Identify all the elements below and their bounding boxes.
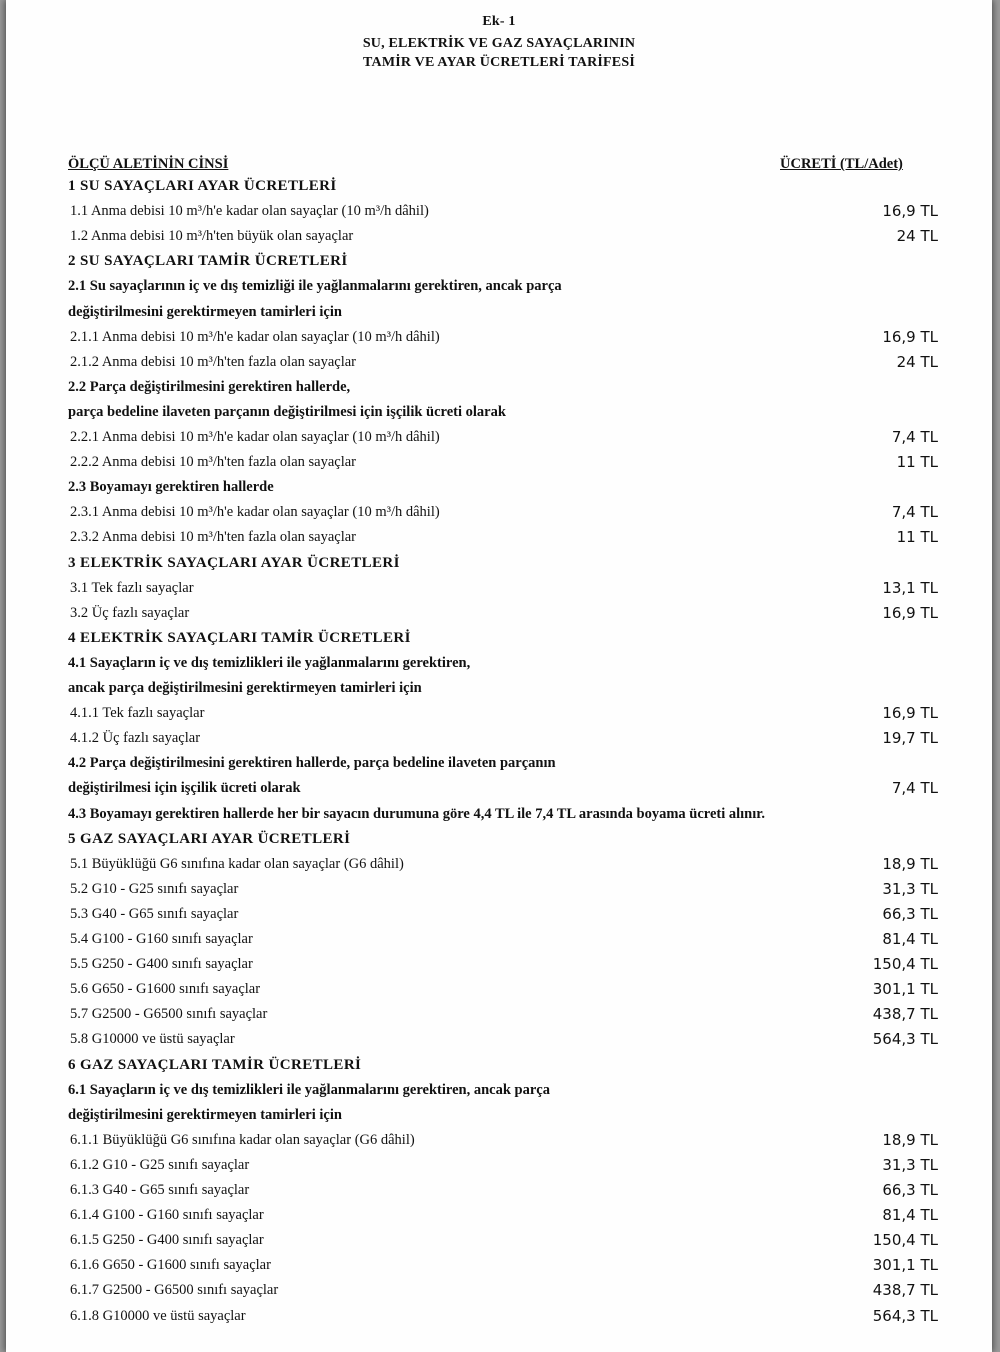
row-label: değiştirilmesini gerektirmeyen tamirleri için: [68, 1106, 342, 1123]
section-heading: [68, 551, 938, 575]
row-fee: 18,9 TL: [882, 854, 938, 873]
row-label: 2 SU SAYAÇLARI TAMİR ÜCRETLERİ: [68, 253, 348, 270]
tariff-row: [68, 601, 938, 625]
row-label: 3 ELEKTRİK SAYAÇLARI AYAR ÜCRETLERİ: [68, 554, 400, 571]
tariff-row: [68, 852, 938, 876]
annex-label: Ek- 1: [482, 14, 516, 29]
row-label: 5.6 G650 - G1600 sınıfı sayaçlar: [70, 981, 261, 998]
row-label: 6.1.5 G250 - G400 sınıfı sayaçlar: [70, 1232, 264, 1249]
row-label: 4.1.2 Üç fazlı sayaçlar: [70, 730, 201, 747]
subsection-heading: [68, 475, 938, 499]
subsection-heading: [68, 274, 938, 298]
row-label: 1.2 Anma debisi 10 m³/h'ten büyük olan sayaçlar: [70, 228, 354, 245]
row-fee: 13,1 TL: [882, 578, 938, 597]
tariff-row: [68, 576, 938, 600]
tariff-row: [68, 350, 938, 374]
tariff-row: [68, 224, 938, 248]
row-label: 2.1.1 Anma debisi 10 m³/h'e kadar olan sayaçlar (10 m³/h dâhil): [70, 328, 440, 345]
section-heading: [68, 174, 938, 198]
row-fee: 564,3 TL: [872, 1306, 938, 1325]
row-fee: 81,4 TL: [882, 930, 938, 948]
row-fee: 66,3 TL: [882, 1181, 938, 1199]
row-label: 6.1.2 G10 - G25 sınıfı sayaçlar: [70, 1156, 250, 1173]
row-label: 4.1.1 Tek fazlı sayaçlar: [70, 705, 205, 722]
row-label: 5.3 G40 - G65 sınıfı sayaçlar: [70, 905, 239, 922]
row-label: 5.5 G250 - G400 sınıfı sayaçlar: [70, 956, 253, 973]
row-label: 3.2 Üç fazlı sayaçlar: [70, 604, 190, 621]
document-title-line-1: SU, ELEKTRİK VE GAZ SAYAÇLARININ: [362, 36, 636, 51]
row-label: 2.2.1 Anma debisi 10 m³/h'e kadar olan sayaçlar (10 m³/h dâhil): [70, 429, 440, 445]
tariff-row: [68, 1278, 938, 1302]
row-label: 6.1.3 G40 - G65 sınıfı sayaçlar: [70, 1182, 250, 1198]
row-fee: 7,4 TL: [891, 503, 938, 522]
tariff-row: [68, 1178, 938, 1202]
tariff-row: [68, 325, 938, 349]
row-label: 5.8 G10000 ve üstü sayaçlar: [70, 1031, 235, 1048]
row-label: 6.1.8 G10000 ve üstü sayaçlar: [70, 1307, 246, 1324]
tariff-row: [68, 927, 938, 951]
row-fee: 31,3 TL: [882, 1155, 938, 1174]
tariff-row: [68, 701, 938, 725]
row-label: 4.1 Sayaçların iç ve dış temizlikleri ile yağlanmalarını gerektiren,: [68, 654, 471, 671]
tariff-row: [68, 450, 938, 474]
row-fee: 150,4 TL: [872, 1231, 938, 1250]
row-label: 1.1 Anma debisi 10 m³/h'e kadar olan sayaçlar (10 m³/h dâhil): [70, 203, 429, 220]
row-label: 3.1 Tek fazlı sayaçlar: [70, 579, 194, 596]
tariff-row: [68, 500, 938, 524]
row-fee: 16,9 TL: [882, 603, 938, 622]
row-fee: 16,9 TL: [882, 704, 938, 723]
row-label: 6 GAZ SAYAÇLARI TAMİR ÜCRETLERİ: [68, 1056, 362, 1073]
row-label: 2.2 Parça değiştirilmesini gerektiren hallerde,: [68, 378, 351, 395]
tariff-row: [68, 1203, 938, 1227]
row-fee: 31,3 TL: [882, 879, 938, 898]
row-label: 5 GAZ SAYAÇLARI AYAR ÜCRETLERİ: [68, 830, 351, 847]
column-header-instrument-type: ÖLÇÜ ALETİNİN CİNSİ: [68, 156, 229, 172]
tariff-row: [68, 199, 938, 223]
subsection-heading: [68, 802, 938, 826]
row-label: 6.1 Sayaçların iç ve dış temizlikleri ile yağlanmalarını gerektiren, ancak parça: [68, 1081, 550, 1098]
row-label: parça bedeline ilaveten parçanın değiştirilmesi için işçilik ücreti olarak: [68, 403, 506, 420]
row-fee: 19,7 TL: [882, 729, 938, 748]
tariff-row: [68, 1153, 938, 1177]
row-label: 2.1.2 Anma debisi 10 m³/h'ten fazla olan sayaçlar: [70, 353, 356, 370]
document-title-line-2: TAMİR VE AYAR ÜCRETLERİ TARİFESİ: [363, 55, 635, 70]
section-heading: [68, 626, 938, 650]
row-label: 2.1 Su sayaçlarının iç ve dış temizliği ile yağlanmalarını gerektiren, ancak parça: [68, 278, 562, 295]
row-label: 2.3.2 Anma debisi 10 m³/h'ten fazla olan sayaçlar: [70, 529, 356, 546]
subsection-heading: [68, 776, 938, 800]
row-fee: 301,1 TL: [872, 1256, 938, 1275]
tariff-row: [68, 726, 938, 750]
row-label: değiştirilmesini gerektirmeyen tamirleri için: [68, 303, 342, 320]
column-header-fee: ÜCRETİ (TL/Adet): [780, 156, 903, 172]
section-heading: [68, 1053, 938, 1077]
row-label: 5.4 G100 - G160 sınıfı sayaçlar: [70, 931, 253, 947]
row-fee: 7,4 TL: [891, 428, 938, 446]
tariff-row: [68, 1128, 938, 1152]
row-label: 2.3 Boyamayı gerektiren hallerde: [68, 479, 274, 496]
row-fee: 24 TL: [896, 352, 938, 371]
subsection-heading: [68, 1103, 938, 1127]
subsection-heading: [68, 751, 938, 775]
row-fee: 11 TL: [896, 453, 938, 472]
row-label: 1 SU SAYAÇLARI AYAR ÜCRETLERİ: [68, 178, 337, 194]
row-label: 6.1.7 G2500 - G6500 sınıfı sayaçlar: [70, 1282, 279, 1299]
row-label: 6.1.1 Büyüklüğü G6 sınıfına kadar olan sayaçlar (G6 dâhil): [70, 1131, 415, 1148]
tariff-row: [68, 1002, 938, 1026]
row-label: 4.3 Boyamayı gerektiren hallerde her bir sayacın durumuna göre 4,4 TL ile 7,4 TL arasında boyama ücreti alınır.: [68, 805, 765, 822]
row-fee: 18,9 TL: [882, 1130, 938, 1149]
section-heading: [68, 249, 938, 273]
row-label: 5.7 G2500 - G6500 sınıfı sayaçlar: [70, 1006, 268, 1023]
subsection-heading: [68, 375, 938, 399]
tariff-row: [68, 1228, 938, 1252]
row-label: 5.2 G10 - G25 sınıfı sayaçlar: [70, 880, 239, 897]
tariff-table: [6, 0, 992, 1352]
row-fee: 16,9 TL: [882, 327, 938, 346]
row-label: ancak parça değiştirilmesini gerektirmeyen tamirleri için: [68, 680, 422, 696]
row-label: 2.2.2 Anma debisi 10 m³/h'ten fazla olan sayaçlar: [70, 454, 356, 471]
subsection-heading: [68, 400, 938, 424]
row-label: 5.1 Büyüklüğü G6 sınıfına kadar olan sayaçlar (G6 dâhil): [70, 855, 404, 872]
row-label: 4 ELEKTRİK SAYAÇLARI TAMİR ÜCRETLERİ: [68, 629, 411, 646]
row-fee: 81,4 TL: [882, 1206, 938, 1225]
subsection-heading: [68, 651, 938, 675]
subsection-heading: [68, 300, 938, 324]
tariff-row: [68, 1253, 938, 1277]
tariff-row: [68, 1027, 938, 1051]
subsection-heading: [68, 676, 938, 700]
tariff-row: [68, 525, 938, 549]
row-fee: 438,7 TL: [872, 1005, 938, 1024]
row-label: 6.1.4 G100 - G160 sınıfı sayaçlar: [70, 1207, 264, 1224]
row-fee: 301,1 TL: [872, 980, 938, 999]
row-label: 6.1.6 G650 - G1600 sınıfı sayaçlar: [70, 1257, 271, 1274]
tariff-row: [68, 952, 938, 976]
row-fee: 16,9 TL: [882, 202, 938, 221]
row-label: değiştirilmesi için işçilik ücreti olarak: [68, 780, 301, 797]
row-fee: 564,3 TL: [872, 1030, 938, 1049]
document-page: [6, 0, 992, 1352]
row-label: 4.2 Parça değiştirilmesini gerektiren hallerde, parça bedeline ilaveten parçanın: [68, 755, 556, 772]
row-fee: 24 TL: [896, 227, 938, 246]
tariff-row: [68, 877, 938, 901]
row-fee: 7,4 TL: [891, 779, 938, 798]
row-fee: 438,7 TL: [872, 1281, 938, 1300]
section-heading: [68, 827, 938, 851]
row-label: 2.3.1 Anma debisi 10 m³/h'e kadar olan sayaçlar (10 m³/h dâhil): [70, 504, 440, 521]
subsection-heading: [68, 1078, 938, 1102]
tariff-row: [68, 1304, 938, 1328]
row-fee: 66,3 TL: [882, 904, 938, 923]
tariff-row: [68, 902, 938, 926]
row-fee: 11 TL: [896, 528, 938, 547]
tariff-row: [68, 425, 938, 449]
tariff-row: [68, 977, 938, 1001]
row-fee: 150,4 TL: [872, 955, 938, 974]
